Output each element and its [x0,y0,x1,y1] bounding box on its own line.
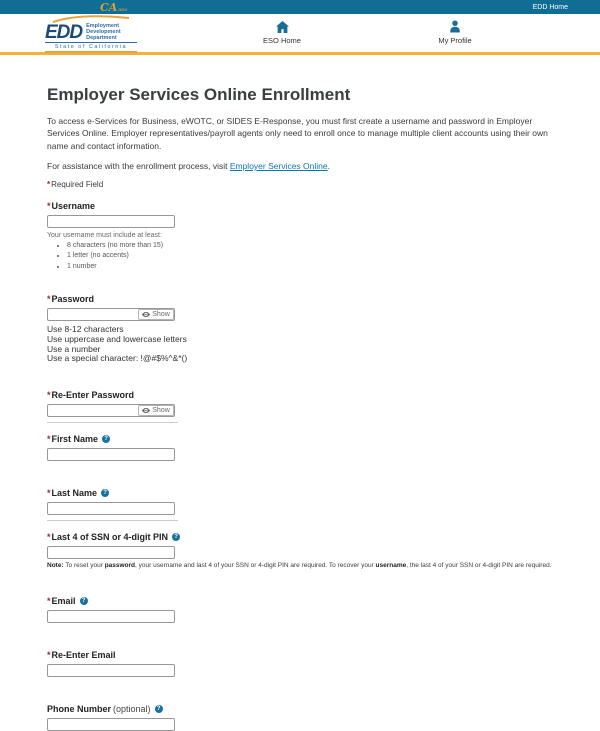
first-name-input[interactable] [47,448,175,461]
edd-logo-line-2: Development [86,29,121,35]
phone-group [47,704,553,731]
password-rule: Use a number [47,343,101,354]
password-rule: Use uppercase and lowercase letters [47,333,187,344]
email-input[interactable] [47,610,175,623]
nav-my-profile-label: My Profile [438,36,472,45]
required-marker: * [47,390,51,401]
username-input[interactable] [47,215,175,228]
assistance-line [47,161,553,171]
password-label-text: Password [51,293,95,304]
ssn-pin-help-icon[interactable]: ? [172,533,180,541]
reenter-email-label [47,650,553,660]
email-help-icon[interactable]: ? [80,597,88,605]
password-label [47,294,553,304]
required-marker: * [47,650,51,661]
reenter-password-label-text: Re-Enter Password [51,390,135,401]
username-rules-list [67,242,553,270]
nav-my-profile[interactable] [425,20,485,45]
username-label-text: Username [51,200,96,211]
person-icon [449,20,461,33]
required-marker: * [47,179,51,189]
note-bold: password [104,562,136,570]
password-rules [47,325,553,364]
nav-eso-home[interactable] [252,20,312,45]
phone-help-icon[interactable]: ? [155,705,163,713]
reenter-password-show-button[interactable] [138,405,174,416]
edd-logo-line-3: Department [86,35,117,41]
reenter-email-input[interactable] [47,664,175,677]
intro-paragraph: To access e-Services for Business, eWOTC, or SIDES E-Response, you must first create a username and password in Employer Services Online. Employer representatives/payroll agents only need to enroll once to manage multiple client accounts using their own name and contact information. [47,116,548,151]
ssn-pin-label-text: Last 4 of SSN or 4-digit PIN [51,532,169,543]
section-divider [47,422,178,423]
edd-home-link[interactable]: EDD Home [532,3,568,11]
eye-icon [142,312,150,317]
note-bold: username [375,562,407,570]
assistance-prefix: For assistance with the enrollment process, visit [47,160,230,171]
reenter-password-group [47,390,553,417]
last-name-label-text: Last Name [51,488,98,499]
required-marker: * [47,488,51,499]
ssn-pin-note: Note: To reset your password, your username and last 4 of your SSN or 4-digit PIN are required. To recover your username, the last 4 of your SSN or 4-digit PIN are required. [47,562,552,570]
required-marker: * [47,596,51,607]
ca-gov-logo-script: CA [100,0,118,14]
edd-logo-acronym: EDD [45,21,83,43]
reenter-email-label-text: Re-Enter Email [51,650,116,661]
username-rules-intro: Your username must include at least: [47,231,162,239]
ssn-pin-label [47,532,553,542]
username-group [47,201,553,270]
required-marker: * [47,293,51,304]
email-label-text: Email [51,596,76,607]
last-name-help-icon[interactable]: ? [101,489,109,497]
reenter-email-group [47,650,553,677]
username-rule: • 8 characters (no more than 15) [67,242,553,249]
phone-label [47,704,553,714]
email-label [47,596,553,606]
ssn-pin-input[interactable] [47,546,175,559]
first-name-label-text: First Name [51,434,99,445]
password-group [47,294,553,364]
edd-logo-line-1: Employment [86,23,120,29]
utility-bar [0,0,600,14]
eye-icon [142,408,150,413]
ca-gov-logo[interactable] [100,2,127,13]
last-name-label [47,488,553,498]
phone-input[interactable] [47,718,175,731]
edd-logo-department-name [86,23,121,41]
page-title: Employer Services Online Enrollment [47,85,351,104]
assistance-suffix: . [327,160,330,171]
last-name-input[interactable] [47,502,175,515]
home-icon [276,20,289,33]
reenter-password-show-label: Show [152,407,170,415]
phone-label-text: Phone Number [47,704,112,715]
section-divider [47,520,178,521]
ssn-pin-group [47,532,553,569]
ca-gov-logo-suffix: GOV [118,6,128,12]
email-group [47,596,553,623]
first-name-group [47,434,553,461]
required-field-note [47,180,553,189]
edd-logo[interactable] [45,16,137,53]
main-header [0,14,600,52]
employer-services-online-link[interactable]: Employer Services Online [229,160,328,171]
password-show-button[interactable] [138,309,174,320]
phone-optional-text: (optional) [113,704,151,715]
password-show-label: Show [152,310,170,318]
nav-eso-home-label: ESO Home [263,36,301,45]
main-content [47,85,553,731]
note-bold: Note: [47,562,64,570]
first-name-help-icon[interactable]: ? [102,435,110,443]
username-rule: • 1 letter (no accents) [67,252,553,259]
required-marker: * [47,200,51,211]
required-marker: * [47,532,51,543]
required-marker: * [47,434,51,445]
edd-logo-tagline: State of California [45,42,137,53]
username-rule: • 1 number [67,263,553,270]
password-rule: Use a special character: !@#$%^&*() [47,353,188,364]
username-label [47,201,553,211]
password-rule: Use 8-12 characters [47,323,124,334]
reenter-password-label [47,390,553,400]
required-field-note-text: Required Field [51,179,104,189]
last-name-group [47,488,553,515]
first-name-label [47,434,553,444]
